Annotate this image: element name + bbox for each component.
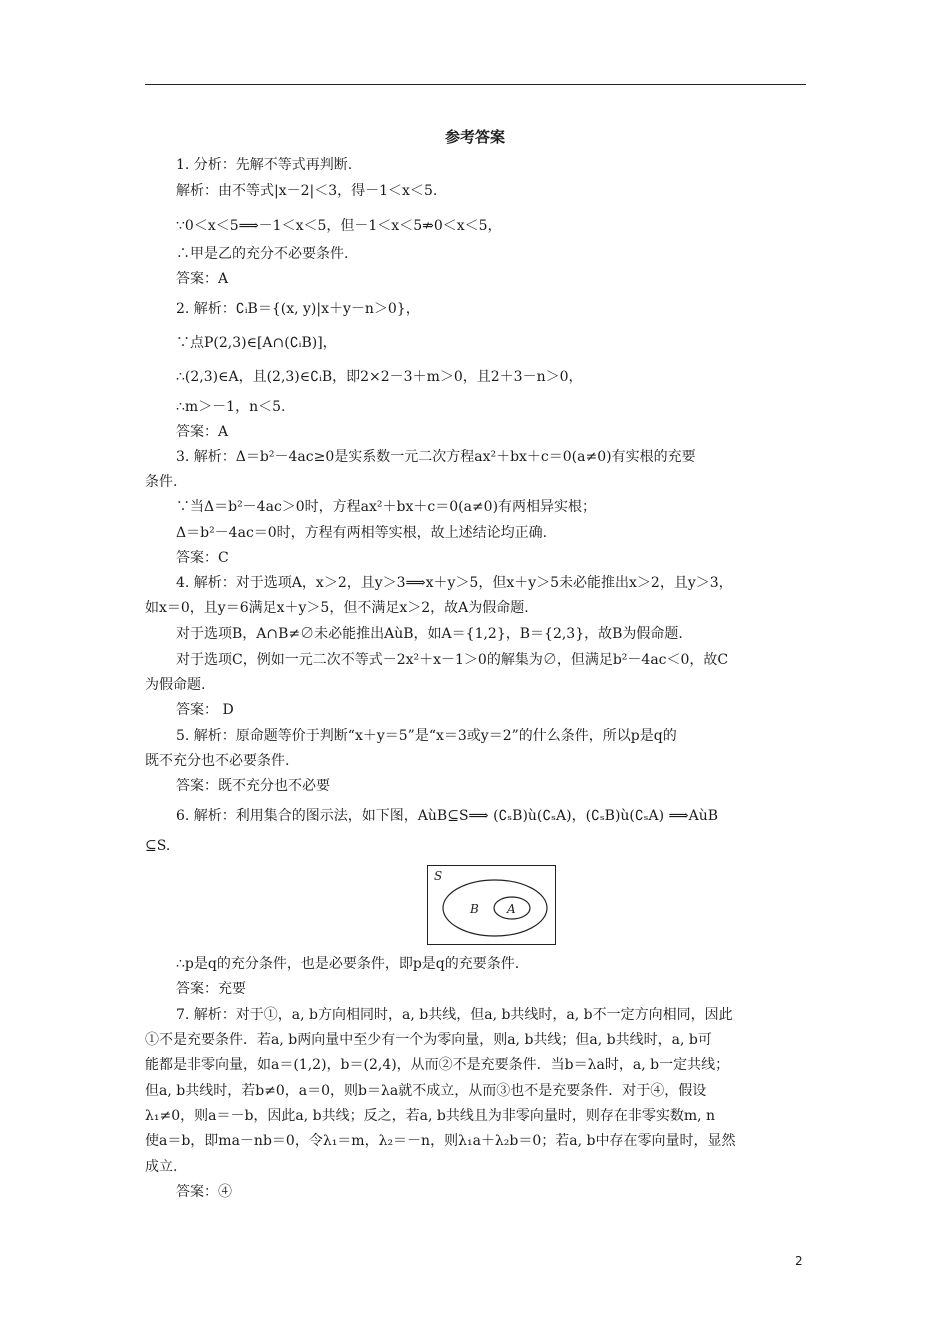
- q1-conclusion: ∴甲是乙的充分不必要条件.: [176, 246, 349, 262]
- venn-diagram: [427, 865, 556, 945]
- q5-answer: 答案：既不充分也不必要: [176, 778, 330, 794]
- q7-solution-1: 7. 解析：对于①，a, b方向相同时，a, b共线，但a, b共线时，a, b不一定方向相同，因此: [176, 1007, 733, 1023]
- q6-solution: 6. 解析：利用集合的图示法，如下图，AùB⊆S⟹ (∁ₛB)ù(∁ₛA)，(∁ₛB)ù(∁ₛA) ⟹AùB: [176, 808, 719, 824]
- q3-case-positive: ∵当Δ＝b²－4ac＞0时，方程ax²＋bx＋c＝0(a≠0)有两相异实根；: [176, 499, 597, 515]
- q7-answer: 答案：④: [176, 1184, 232, 1200]
- venn-set-b: [443, 880, 547, 936]
- q4-answer: 答案： D: [176, 702, 234, 718]
- venn-label-s: S: [434, 869, 443, 883]
- q2-answer: 答案：A: [176, 424, 229, 440]
- q1-answer: 答案：A: [176, 271, 229, 287]
- venn-label-b: B: [470, 902, 479, 916]
- q7-solution-3: 能都是非零向量，如a＝(1,2)，b＝(2,4)，从而②不是充要条件．当b＝λa时，a, b一定共线；: [145, 1057, 730, 1073]
- q3-case-zero: Δ＝b²－4ac＝0时，方程有两相等实根，故上述结论均正确.: [176, 525, 548, 541]
- q6-answer: 答案：充要: [176, 981, 246, 997]
- q2-result: ∴m＞－1，n＜5.: [176, 399, 286, 415]
- q7-solution-6: 使a＝b，即ma－nb＝0，令λ₁＝m，λ₂＝－n，则λ₁a＋λ₂b＝0；若a, b中存在零向量时，显然: [145, 1133, 736, 1149]
- q7-solution-2: ①不是充要条件．若a, b两向量中至少有一个为零向量，则a, b共线；但a, b共线时，a, b可: [145, 1032, 712, 1048]
- q1-analysis: 1. 分析：先解不等式再判断.: [176, 157, 353, 173]
- q6-conclusion: ∴p是q的充分条件，也是必要条件，即p是q的充要条件.: [176, 956, 520, 972]
- q1-solution: 解析：由不等式|x－2|＜3，得－1＜x＜5.: [176, 183, 438, 199]
- q4-option-a: 4. 解析：对于选项A，x＞2，且y＞3⟹x＋y＞5，但x＋y＞5未必能推出x＞2，且y＞3，: [176, 575, 733, 591]
- q2-solution: 2. 解析：∁ᵢB＝{(x, y)|x＋y－n＞0}，: [176, 301, 420, 317]
- q5-solution: 5. 解析：原命题等价于判断“x＋y＝5”是“x＝3或y＝2”的什么条件，所以p是q的: [176, 728, 677, 744]
- venn-label-a: A: [507, 902, 516, 916]
- q2-point: ∵点P(2,3)∈[A∩(∁ᵢB)]，: [176, 335, 337, 351]
- header-rule: [145, 84, 806, 85]
- q3-solution-cont: 条件.: [145, 474, 178, 490]
- q4-option-c: 对于选项C，例如一元二次不等式－2x²＋x－1＞0的解集为∅，但满足b²－4ac＜0，故C: [176, 652, 729, 668]
- q6-solution-cont: ⊆S.: [145, 838, 171, 854]
- q3-solution: 3. 解析：Δ＝b²－4ac≥0是实系数一元二次方程ax²＋bx＋c＝0(a≠0)有实根的充要: [176, 449, 696, 465]
- q1-implication: ∵0＜x＜5⟹－1＜x＜5，但－1＜x＜5⇏0＜x＜5，: [176, 218, 502, 234]
- q7-solution-7: 成立.: [145, 1159, 178, 1175]
- page-number: 2: [795, 1254, 803, 1268]
- q7-solution-5: λ₁≠0，则a＝－b，因此a, b共线；反之，若a, b共线且为非零向量时，则存在非零实数m, n: [145, 1108, 716, 1124]
- q7-solution-4: 但a, b共线时，若b≠0，a＝0，则b＝λa就不成立，从而③也不是充要条件．对于④，假设: [145, 1083, 707, 1099]
- q3-answer: 答案：C: [176, 550, 229, 566]
- q4-option-b: 对于选项B，A∩B≠∅未必能推出AùB，如A＝{1,2}，B＝{2,3}，故B为假命题.: [176, 626, 683, 642]
- q4-option-a-cont: 如x＝0，且y＝6满足x＋y＞5，但不满足x＞2，故A为假命题.: [145, 600, 529, 616]
- q2-derivation: ∴(2,3)∈A，且(2,3)∈∁ᵢB，即2×2－3＋m＞0，且2＋3－n＞0，: [176, 369, 583, 385]
- page-title: 参考答案: [444, 128, 505, 146]
- q4-option-c-cont: 为假命题.: [145, 677, 206, 693]
- q5-solution-cont: 既不充分也不必要条件.: [145, 753, 290, 769]
